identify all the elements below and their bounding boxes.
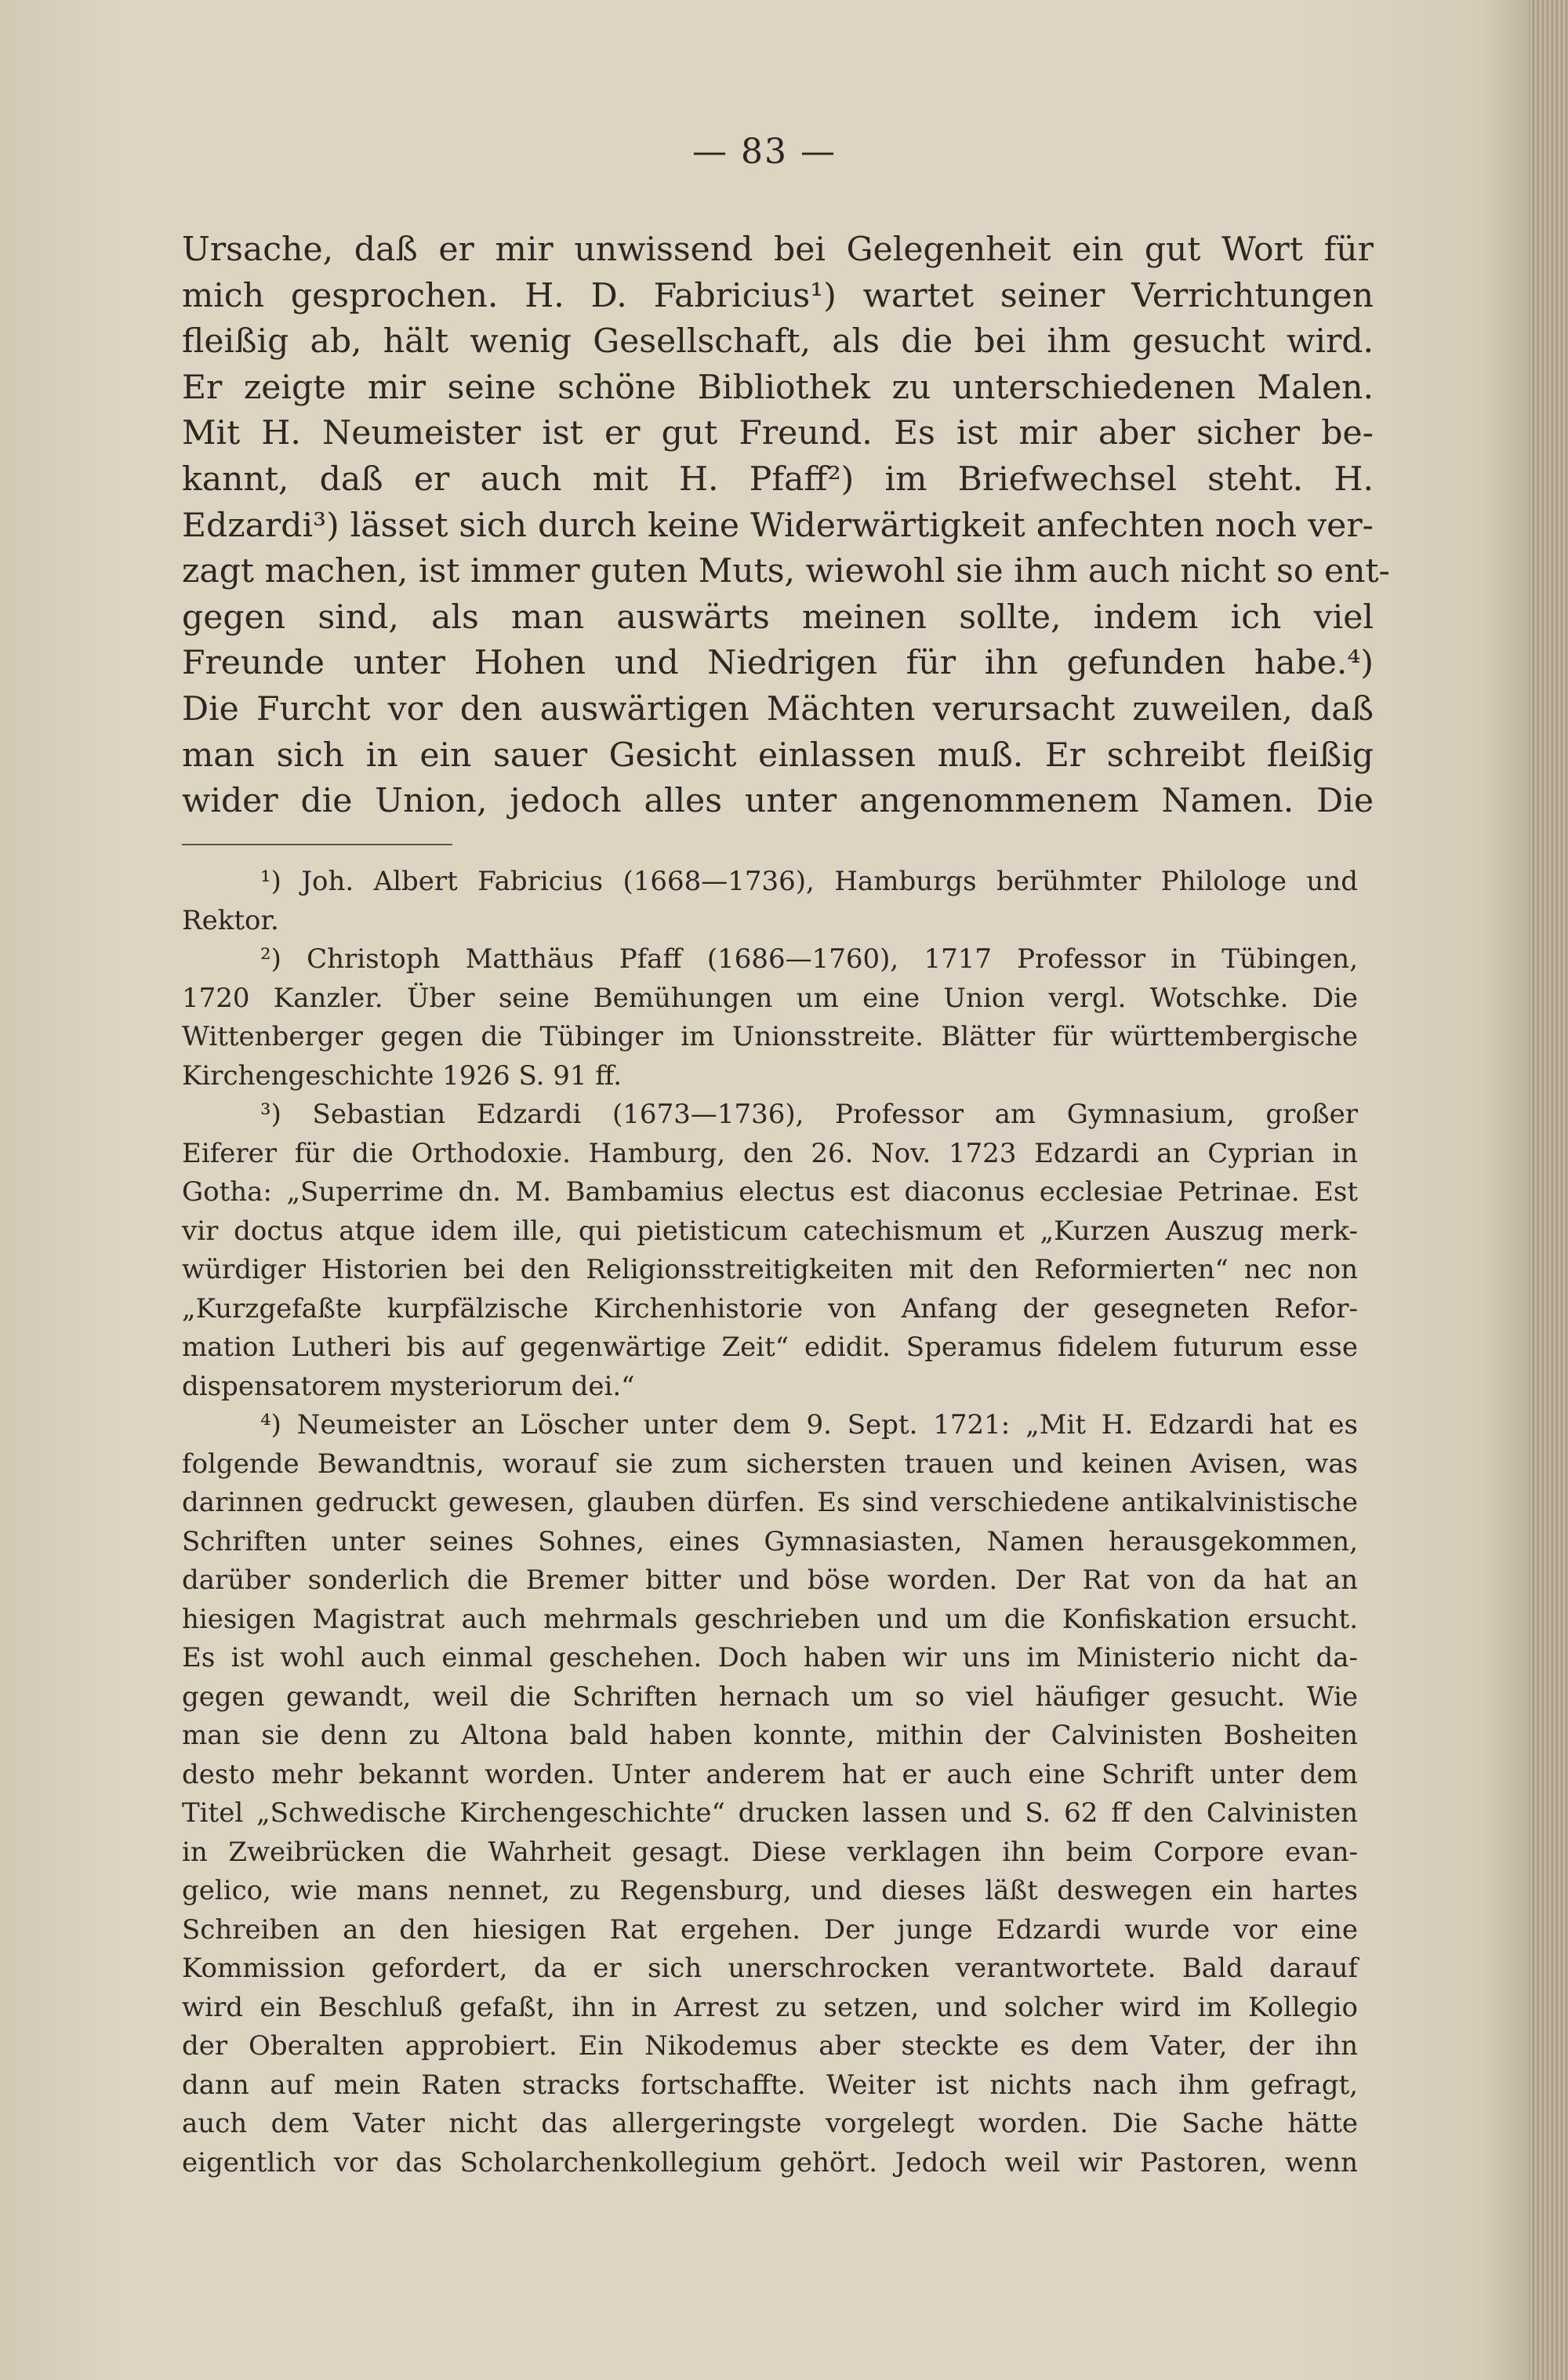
footnote-line: ³) Sebastian Edzardi (1673—1736), Professor am Gymnasium, großer (260, 1099, 1358, 1130)
text-line: Ursache, daß er mir unwissend bei Gelegenheit ein gut Wort für (182, 231, 1374, 269)
footnote-line: Schriften unter seines Sohnes, eines Gymnasiasten, Namen herausgekommen, (182, 1525, 1358, 1557)
footnote-line: gegen gewandt, weil die Schriften hernach um so viel häufiger gesucht. Wie (182, 1681, 1358, 1713)
footnote-line: folgende Bewandtnis, worauf sie zum sichersten trauen und keinen Avisen, was (182, 1448, 1358, 1480)
text-line: Die Furcht vor den auswärtigen Mächten verursacht zuweilen, daß (182, 689, 1374, 729)
text-line: fleißig ab, hält wenig Gesellschaft, als die bei ihm gesucht wird. (182, 322, 1374, 362)
footnote-line: hiesigen Magistrat auch mehrmals geschrieben und um die Konfiskation ersucht. (182, 1603, 1358, 1635)
footnote-line: eigentlich vor das Scholarchenkollegium gehört. Jedoch weil wir Pastoren, wenn (182, 2146, 1358, 2178)
footnote-line: dann auf mein Raten stracks fortschaffte. Weiter ist nichts nach ihm gefragt, (182, 2069, 1358, 2101)
footnote-line: dispensatorem mysteriorum dei.“ (182, 1370, 635, 1402)
text-line: mich gesprochen. H. D. Fabricius¹) wartet seiner Verrichtungen (182, 276, 1374, 315)
footnote-line: Schreiben an den hiesigen Rat ergehen. Der junge Edzardi wurde vor eine (182, 1913, 1358, 1946)
footnote-line: wird ein Beschluß gefaßt, ihn in Arrest zu setzen, und solcher wird im Kollegio (182, 1991, 1358, 2023)
footnote-line: Kommission gefordert, da er sich unerschrocken verantwortete. Bald darauf (182, 1953, 1358, 1984)
main-text (182, 227, 1390, 825)
text-line: Freunde unter Hohen und Niedrigen für ihn gefunden habe.⁴) (182, 644, 1374, 683)
footnote-line: desto mehr bekannt worden. Unter anderem hat er auch eine Schrift unter dem (182, 1758, 1358, 1790)
footnote-line: man sie denn zu Altona bald haben konnte, mithin der Calvinisten Bosheiten (182, 1720, 1358, 1751)
footnote-line: ²) Christoph Matthäus Pfaff (1686—1760), 1717 Professor in Tübingen, (260, 943, 1358, 975)
footnote-line: Kirchengeschichte 1926 S. 91 ff. (182, 1059, 622, 1092)
footnote-line: mation Lutheri bis auf gegenwärtige Zeit“ edidit. Speramus fidelem futurum esse (182, 1332, 1358, 1363)
footnote-line: würdiger Historien bei den Religionsstreitigkeiten mit den Reformierten“ nec non (182, 1254, 1358, 1285)
footnote-line: der Oberalten approbiert. Ein Nikodemus aber steckte es dem Vater, der ihn (182, 2030, 1358, 2062)
footnote-line: in Zweibrücken die Wahrheit gesagt. Diese verklagen ihn beim Corpore evan- (182, 1836, 1358, 1868)
book-page-edge (1529, 0, 1568, 2380)
text-line: Mit H. Neumeister ist er gut Freund. Es ist mir aber sicher be- (182, 414, 1374, 453)
footnote-1 (182, 863, 1358, 940)
footnote-4 (182, 1406, 1358, 2182)
footnote-2 (182, 940, 1358, 1096)
footnote-line: Es ist wohl auch einmal geschehen. Doch haben wir uns im Ministerio nicht da- (182, 1642, 1358, 1673)
footnote-line: Wittenberger gegen die Tübinger im Unionsstreite. Blätter für württembergische (182, 1021, 1358, 1052)
text-line: zagt machen, ist immer guten Muts, wiewohl sie ihm auch nicht so ent- (182, 552, 1390, 591)
text-line: Er zeigte mir seine schöne Bibliothek zu unterschiedenen Malen. (182, 368, 1374, 407)
footnote-line: vir doctus atque idem ille, qui pietisticum catechismum et „Kurzen Auszug merk- (182, 1215, 1358, 1247)
text-line: Edzardi³) lässet sich durch keine Widerwärtigkeit anfechten noch ver- (182, 506, 1374, 545)
footnote-line: „Kurzgefaßte kurpfälzische Kirchenhistorie von Anfang der gesegneten Refor- (182, 1292, 1358, 1324)
footnote-line: Titel „Schwedische Kirchengeschichte“ drucken lassen und S. 62 ff den Calvinisten (182, 1797, 1358, 1829)
text-line: kannt, daß er auch mit H. Pfaff²) im Briefwechsel steht. H. (182, 460, 1374, 499)
page-number: — 83 — (692, 132, 837, 172)
footnotes (182, 863, 1358, 2182)
text-line: wider die Union, jedoch alles unter angenommenem Namen. Die (182, 782, 1374, 821)
footnote-3 (182, 1096, 1358, 1406)
footnote-line: Gotha: „Superrime dn. M. Bambamius electus est diaconus ecclesiae Petrinae. Est (182, 1176, 1358, 1208)
text-line: man sich in ein sauer Gesicht einlassen muß. Er schreibt fleißig (182, 736, 1374, 775)
footnote-line: auch dem Vater nicht das allergeringste vorgelegt worden. Die Sache hätte (182, 2108, 1358, 2139)
footnote-line: darinnen gedruckt gewesen, glauben dürfen. Es sind verschiedene antikalvinistische (182, 1487, 1358, 1518)
footnote-line: gelico, wie mans nennet, zu Regensburg, und dieses läßt deswegen ein hartes (182, 1875, 1358, 1906)
footnote-line: ⁴) Neumeister an Löscher unter dem 9. Sept. 1721: „Mit H. Edzardi hat es (260, 1409, 1358, 1441)
footnote-line: darüber sonderlich die Bremer bitter und böse worden. Der Rat von da hat an (182, 1564, 1358, 1596)
footnote-line: 1720 Kanzler. Über seine Bemühungen um eine Union vergl. Wotschke. Die (182, 982, 1358, 1014)
text-line: gegen sind, als man auswärts meinen sollte, indem ich viel (182, 598, 1374, 637)
footnote-line: Eiferer für die Orthodoxie. Hamburg, den 26. Nov. 1723 Edzardi an Cyprian in (182, 1137, 1358, 1169)
footnote-line: Rektor. (182, 904, 279, 936)
footnote-line: ¹) Joh. Albert Fabricius (1668—1736), Hamburgs berühmter Philologe und (260, 866, 1358, 897)
footnote-separator (182, 844, 452, 845)
